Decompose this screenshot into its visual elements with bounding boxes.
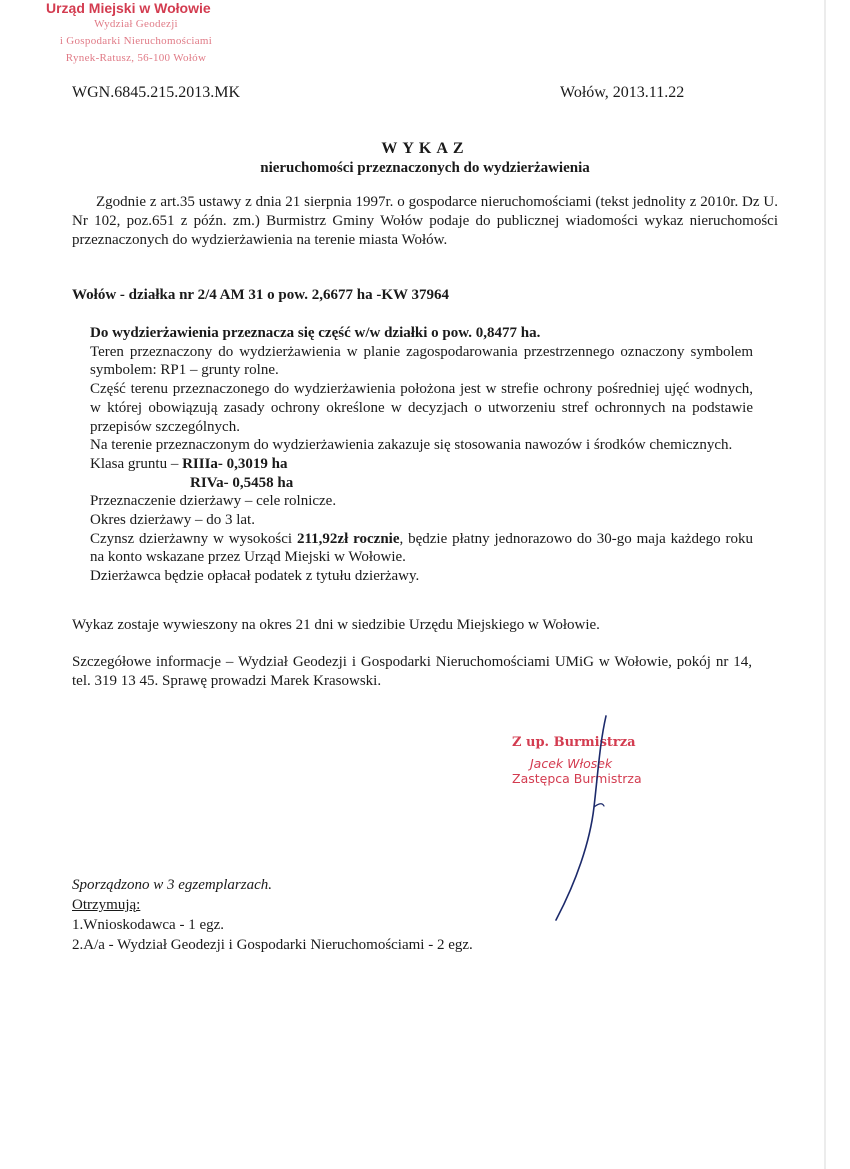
lease-part: Do wydzierżawienia przeznacza się część w/w działki o pow. 0,8477 ha. bbox=[90, 325, 541, 341]
stamp-address: Rynek-Ratusz, 56-100 Wołów bbox=[65, 52, 207, 64]
soil-class-2: RIVa- 0,5458 ha bbox=[190, 474, 294, 491]
lease-period: Okres dzierżawy – do 3 lat. bbox=[90, 512, 255, 529]
posting-notice: Wykaz zostaje wywieszony na okres 21 dni w siedzibie Urzędu Miejskiego w Wołowie. bbox=[72, 617, 600, 633]
intro-paragraph bbox=[72, 193, 778, 250]
document-date: Wołów, 2013.11.22 bbox=[560, 84, 685, 101]
fertilizer-prohibition: Na terenie przeznaczonym do wydzierżawienia zakazuje się stosowania nawozów i środków chemicznych. bbox=[90, 437, 733, 454]
document-title: WYKAZ bbox=[381, 140, 469, 157]
protection-zone-info: Część terenu przeznaczonego do wydzierżawienia położona jest w strefie ochrony pośredniej ujęć wodnych, w której obowiązują zasady ochrony określone w decyzjach o utworzeniu stref ochronnych na podstawie przepisów szczególnych. bbox=[90, 381, 753, 435]
stamp-department-2: i Gospodarki Nieruchomościami bbox=[59, 35, 213, 47]
office-stamp bbox=[16, 0, 256, 67]
stamp-department: Wydział Geodezji bbox=[94, 18, 178, 30]
handwritten-signature-icon bbox=[540, 712, 630, 927]
rent-info bbox=[90, 530, 753, 567]
soil-class-row bbox=[90, 455, 753, 474]
rent-prefix: Czynsz dzierżawny w wysokości bbox=[90, 530, 297, 547]
reference-number: WGN.6845.215.2013.MK bbox=[72, 84, 240, 101]
signature-authority: Z up. Burmistrza bbox=[512, 735, 636, 750]
rent-suffix: , będzie płatny jednorazowo do 30-go maja każdego roku na konto wskazane przez Urząd Miejski w Wołowie. bbox=[90, 530, 753, 566]
soil-class-1: RIIIa- 0,3019 ha bbox=[182, 455, 288, 472]
recipient-item: 1.Wnioskodawca - 1 egz. bbox=[72, 917, 225, 933]
parcel-heading: Wołów - działka nr 2/4 AM 31 o pow. 2,6677 ha -KW 37964 bbox=[72, 287, 449, 303]
contact-info: Szczegółowe informacje – Wydział Geodezji i Gospodarki Nieruchomościami UMiG w Wołowie, pokój nr 14, tel. 319 13 45. Sprawę prowadzi Marek Krasowski. bbox=[72, 654, 752, 689]
parcel-details bbox=[90, 324, 753, 586]
rent-amount: 211,92zł rocznie bbox=[296, 530, 400, 547]
lease-purpose: Przeznaczenie dzierżawy – cele rolnicze. bbox=[90, 493, 337, 510]
soil-class-label: Klasa gruntu – bbox=[90, 455, 183, 472]
stamp-office-name: Urząd Miejski w Wołowie bbox=[46, 0, 211, 16]
signature-role: Zastępca Burmistrza bbox=[512, 771, 642, 786]
zoning-info: Teren przeznaczony do wydzierżawienia w planie zagospodarowania przestrzennego oznaczony symbolem symbolem: RP1 – grunty rolne. bbox=[90, 343, 753, 379]
recipients-label: Otrzymują: bbox=[72, 897, 141, 913]
copies-note: Sporządzono w 3 egzemplarzach. bbox=[72, 877, 273, 893]
document-subtitle: nieruchomości przeznaczonych do wydzierżawienia bbox=[260, 160, 590, 176]
recipient-item: 2.A/a - Wydział Geodezji i Gospodarki Nieruchomościami - 2 egz. bbox=[72, 937, 473, 953]
document-footer bbox=[72, 875, 473, 955]
signature-name: Jacek Włosek bbox=[530, 756, 613, 771]
tax-info: Dzierżawca będzie opłacał podatek z tytułu dzierżawy. bbox=[90, 568, 420, 585]
intro-text: Zgodnie z art.35 ustawy z dnia 21 sierpnia 1997r. o gospodarce nieruchomościami (tekst jednolity z 2010r. Dz U. Nr 102, poz.651 z późn. zm.) Burmistrz Gminy Wołów podaje do publicznej wiadomości wykaz nieruchomości przeznaczonych do wydzierżawienia na terenie miasta Wołów. bbox=[72, 194, 778, 248]
